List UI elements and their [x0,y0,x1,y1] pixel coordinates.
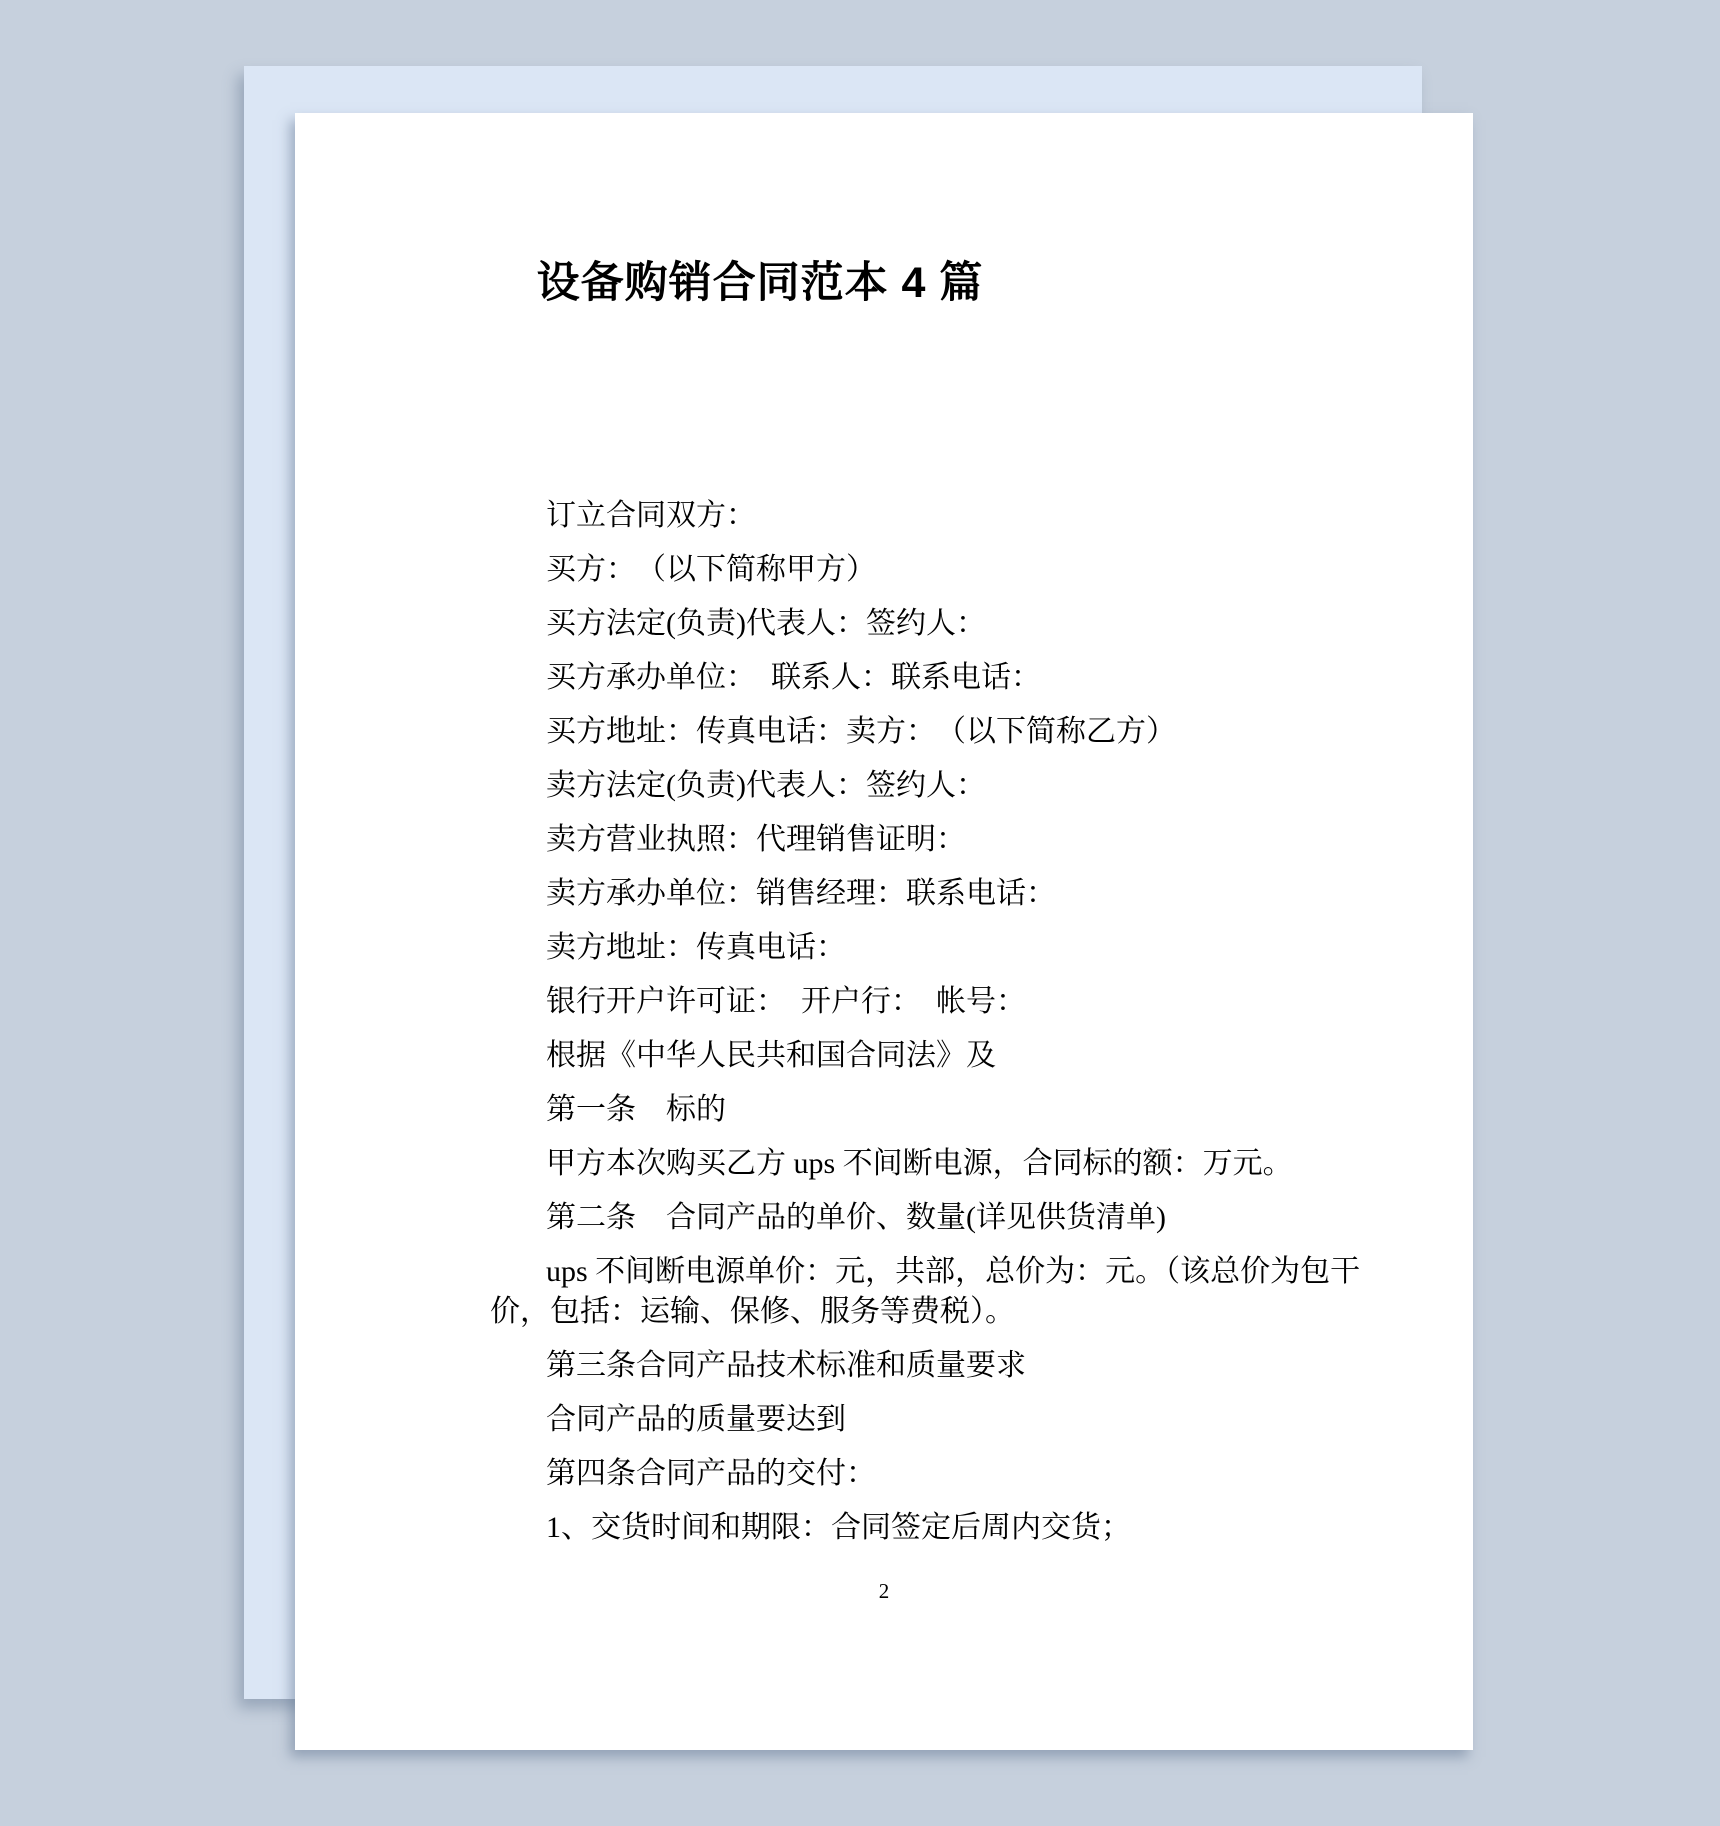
paragraph: 卖方承办单位：销售经理：联系电话： [546,877,1056,910]
document-body [295,496,1473,1548]
paragraph: 买方承办单位： 联系人：联系电话： [546,661,1041,694]
paragraph: 根据《中华人民共和国合同法》及 [546,1039,996,1072]
paragraph: 买方法定(负责)代表人：签约人： [546,607,986,640]
paragraph: 第三条合同产品技术标准和质量要求 [546,1349,1026,1382]
paragraph: 第二条 合同产品的单价、数量(详见供货清单) [546,1201,1166,1234]
paragraph: 订立合同双方： [546,499,756,532]
paragraph: 买方地址：传真电话：卖方： （以下简称乙方） [546,715,1176,748]
page-number: 2 [878,1579,890,1603]
paragraph: 第四条合同产品的交付： [546,1457,876,1490]
paragraph: 卖方法定(负责)代表人：签约人： [546,769,986,802]
paragraph: 合同产品的质量要达到 [546,1403,846,1436]
paragraph: 卖方地址：传真电话： [546,931,846,964]
paragraph: 价，包括：运输、保修、服务等费税）。 [490,1295,1015,1328]
paragraph: 卖方营业执照：代理销售证明： [546,823,966,856]
paragraph: ups 不间断电源单价：元，共部，总价为：元。（该总价为包干 [546,1255,1361,1288]
paragraph: 银行开户许可证： 开户行： 帐号： [546,985,1026,1018]
paragraph: 第一条 标的 [546,1093,726,1126]
document-page [295,113,1473,1750]
document-title: 设备购销合同范本 4 篇 [536,259,984,307]
paragraph: 甲方本次购买乙方 ups 不间断电源，合同标的额：万元。 [546,1147,1293,1180]
paragraph: 1、交货时间和期限：合同签定后周内交货； [546,1511,1131,1544]
paragraph: 买方： （以下简称甲方） [546,553,876,586]
